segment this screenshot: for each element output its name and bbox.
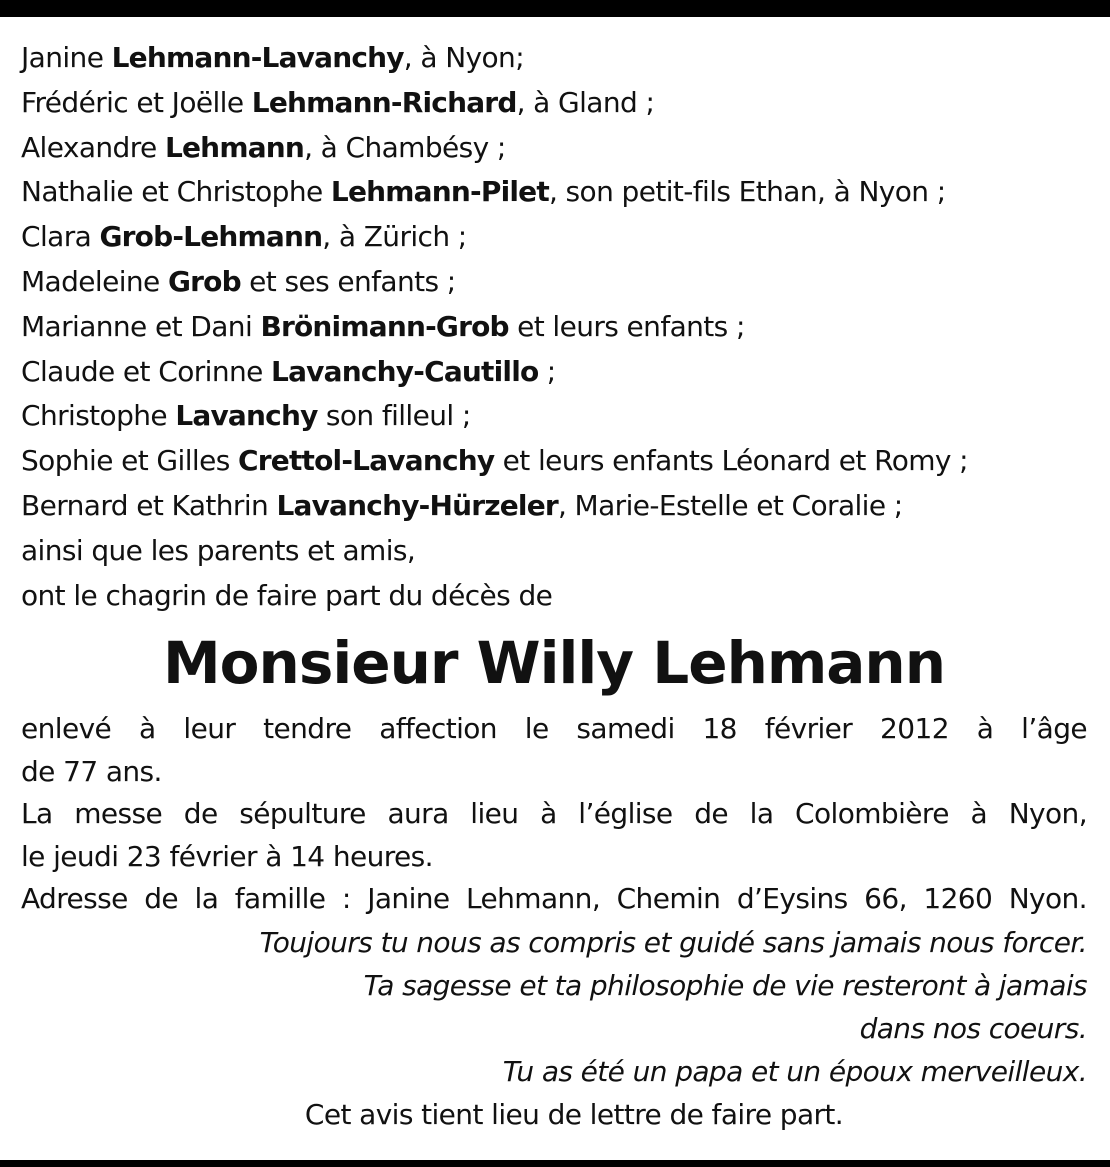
family-names: Nathalie et Christophe <box>21 175 331 209</box>
family-names: Sophie et Gilles <box>21 444 238 478</box>
bottom-border-rule <box>0 1160 1110 1167</box>
announcement-line: le jeudi 23 février à 14 heures. <box>21 839 433 873</box>
family-line <box>21 350 1087 395</box>
family-location: et ses enfants ; <box>240 264 456 298</box>
deceased-name: Monsieur Willy Lehmann <box>162 629 946 698</box>
family-surname: Crettol-Lavanchy <box>238 444 495 478</box>
family-address: Adresse de la famille : Janine Lehmann, Chemin d’Eysins 66, 1260 Nyon. <box>21 882 1087 916</box>
poem-line: Toujours tu nous as compris et guidé sans jamais nous forcer. <box>259 925 1087 959</box>
family-surname: Lehmann-Pilet <box>330 175 549 209</box>
family-surname: Lavanchy-Cautillo <box>271 354 539 388</box>
family-location: et leurs enfants ; <box>508 309 745 343</box>
family-line <box>21 36 1087 81</box>
family-surname: Lehmann <box>164 130 305 164</box>
family-location: , à Chambésy ; <box>304 130 506 164</box>
announcement-line: La messe de sépulture aura lieu à l’église de la Colombière à Nyon, <box>21 797 1087 831</box>
family-closing-line <box>21 529 1087 574</box>
family-line <box>21 170 1087 215</box>
family-line <box>21 215 1087 260</box>
family-names: Marianne et Dani <box>21 309 261 343</box>
top-border-rule <box>0 0 1110 17</box>
family-names: Clara <box>21 220 100 254</box>
family-location: , à Gland ; <box>516 85 655 119</box>
family-surname: Grob-Lehmann <box>99 220 323 254</box>
family-line <box>21 305 1087 350</box>
family-names: Madeleine <box>21 264 168 298</box>
poem-line: dans nos coeurs. <box>859 1011 1087 1045</box>
family-names: Bernard et Kathrin <box>21 488 277 522</box>
family-line <box>21 81 1087 126</box>
family-names: Janine <box>21 41 112 74</box>
family-surname: Lavanchy-Hürzeler <box>276 488 558 522</box>
closing-note: Cet avis tient lieu de lettre de faire part. <box>304 1097 844 1131</box>
family-surname: Brönimann-Grob <box>260 309 509 343</box>
family-line <box>21 439 1087 484</box>
poem-line: Tu as été un papa et un époux merveilleux. <box>502 1054 1087 1088</box>
family-location: son filleul ; <box>317 399 471 433</box>
family-line <box>21 394 1087 439</box>
family-surname: Lehmann-Lavanchy <box>111 41 404 74</box>
family-names: Alexandre <box>21 130 165 164</box>
family-line <box>21 126 1087 171</box>
family-surname: Lehmann-Richard <box>251 85 517 119</box>
family-location: , à Nyon; <box>403 41 525 74</box>
family-names: Frédéric et Joëlle <box>21 85 252 119</box>
family-line <box>21 484 1087 529</box>
announcement-text <box>21 708 1087 921</box>
family-names: ainsi que les parents et amis, <box>21 533 416 567</box>
family-line <box>21 260 1087 305</box>
family-location: et leurs enfants Léonard et Romy ; <box>494 444 969 478</box>
family-surname: Lavanchy <box>175 399 318 433</box>
obituary-notice <box>21 36 1087 1137</box>
family-surname: Grob <box>167 264 241 298</box>
family-location: , Marie-Estelle et Coralie ; <box>557 488 903 522</box>
family-names: Christophe <box>21 399 176 433</box>
family-location: , à Zürich ; <box>322 220 467 254</box>
family-list <box>21 36 1087 618</box>
announcement-line: de 77 ans. <box>21 754 162 788</box>
poem <box>21 921 1087 1093</box>
family-location: , son petit-fils Ethan, à Nyon ; <box>548 175 946 209</box>
announcement-intro-line <box>21 574 1087 619</box>
announcement-line: enlevé à leur tendre affection le samedi 18 février 2012 à l’âge <box>21 712 1087 746</box>
family-names: ont le chagrin de faire part du décès de <box>21 578 553 612</box>
family-names: Claude et Corinne <box>21 354 272 388</box>
poem-line: Ta sagesse et ta philosophie de vie resteront à jamais <box>363 968 1087 1002</box>
family-location: ; <box>538 354 556 388</box>
